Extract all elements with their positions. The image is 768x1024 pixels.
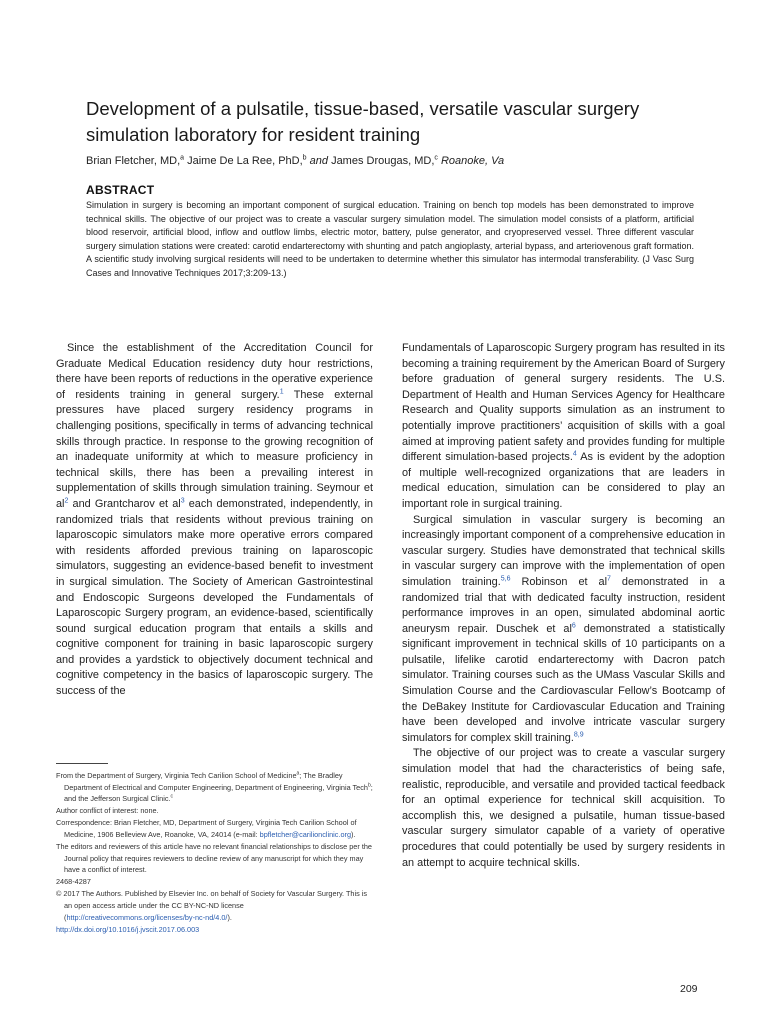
abstract-text: Simulation in surgery is becoming an important component of surgical education. Training on bench top models has been demonstrated to improve technical skills. The objective of our project was to create a vascular surgery simulation model. The simulation model consists of a platform, artificial blood reservoir, artificial blood, inflow and outflow limbs, electric motor, battery, pulse generator, and cryopreserved vessel. Three different vascular surgery simulation stations were created: carotid endarterectomy with shunting and patch angioplasty, arterial bypass, and arteriovenous graft formation. A scientific study involving surgical residents will need to be undertaken to determine whether this simulator has intermodal transferability. (J Vasc Surg Cases and Innovative Techniques 2017;3:209-13.) — [86, 200, 694, 278]
body-paragraph: Since the establishment of the Accreditation Council for Graduate Medical Education residency duty hour restrictions, there have been reports of reductions in the operative experience of residents training in general surgery.$^1$ These external pressures have placed surgery residency programs in challenging positions, specifically in terms of advancing technical skills through practice. In response to the growing recognition of an inadequate uniformity at which to measure proficiency in technical skills, there has been a prevailing interest in supplementation of skills through simulation training. Seymour et $al^2$ and Grantcharov et $al^3$ each demonstrated, independently, in randomized trials that residents without previous training on laparoscopic simulators make more operative errors compared with residents afforded previous training on laparoscopic simulators, suggesting an evidence-based benefit to investment in surgical simulation. The Society of American Gastrointestinal and Endoscopic Surgeons developed the Fundamentals of Laparoscopic Surgery program, an evidence-based, scientifically sound surgical education program that entails a skills and cognitive component for training in basic laparoscopic surgery and provides a yardstick to objectively document technical and cognitive competency in the basics of laparoscopic surgery. The success of the — [56, 342, 373, 698]
reference-link[interactable]: 8,9 — [573, 731, 584, 739]
author-location: Roanoke, Va — [440, 155, 505, 167]
footnotes — [56, 770, 376, 936]
footnote-editors: The editors and reviewers of this article have no relevant financial relationships to disclose per the Journal policy that requires reviewers to decline review of any manuscript for which they may have a conflict of interest. — [56, 842, 372, 875]
footnote-doi — [56, 924, 376, 936]
reference-link[interactable]: 5,6 — [500, 575, 511, 583]
abstract-heading: ABSTRACT — [86, 183, 155, 197]
author-name: Brian Fletcher, MD, — [86, 155, 181, 167]
license-link[interactable]: http://creativecommons.org/licenses/by-nc-nd/4.0/ — [66, 912, 228, 922]
body-paragraph: Surgical simulation in vascular surgery is becoming an increasingly important component of a comprehensive education in vascular surgery. Studies have demonstrated that technical skills in vascular surgery can improve with the implementation of open simulation training.$^{5,6}$ Robinson et $al^7$ demonstrated in a randomized trial that with dedicated faculty instruction, resident performance improves in an open, simulated abdominal aortic aneurysm repair. Duschek et $al^6$ demonstrated a statistically significant improvement in technical skills of 10 participants on a pulsatile, lifelike carotid endarterectomy with Dacron patch simulator. Training courses such as the UMass Vascular Skills and Simulation Course and the Cardiovascular Fellow’s Bootcamp of the DeBakey Institute for Cardiovascular Education and Training have been developed and involve intricate vascular surgery simulators for complex skill training.$^{8,9}$ — [402, 513, 725, 744]
footnote-issn: 2468-4287 — [56, 877, 91, 887]
reference-link[interactable]: 2 — [64, 497, 69, 505]
author-name: James Drougas, MD, — [331, 155, 435, 167]
reference-link[interactable]: 1 — [279, 388, 284, 396]
author-conjunction: and — [309, 155, 328, 167]
author-line — [86, 154, 706, 169]
footnote-affiliations: From the Department of Surgery, Virginia Tech Carilion School of Medicine$^a$; The Bradley Department of Electrical and Computer Engineering, Department of Engineering, Virginia Tech$^b$; and the Jefferson Surgical Clinic.$^c$ — [56, 770, 373, 804]
affiliation-marker: a — [180, 154, 185, 162]
affiliation-marker: b — [302, 154, 307, 162]
body-column-left — [56, 341, 373, 700]
body-column-right — [402, 341, 725, 871]
affiliation-marker: c — [434, 154, 438, 162]
reference-link[interactable]: 7 — [607, 575, 611, 583]
footnote-correspondence: Correspondence: Brian Fletcher, MD, Department of Surgery, Virginia Tech Carilion School of Medicine, 1906 Belleview Ave, Roanoke, VA, 24014 (e-mail: bpfletcher@carilionclinic.org). — [56, 818, 357, 839]
page-number: 209 — [680, 983, 698, 995]
author-name: Jaime De La Ree, PhD, — [187, 155, 303, 167]
article-title: Development of a pulsatile, tissue-based, versatile vascular surgery simulation laboratory for resident training — [86, 98, 640, 145]
body-paragraph: Fundamentals of Laparoscopic Surgery program has resulted in its becoming a training requirement by the American Board of Surgery before graduation of general surgery residents. The U.S. Department of Health and Human Services Agency for Healthcare Research and Quality supports simulation as an instrument to potentially improve practitioners’ acquisition of skills with a goal aimed at improving patient safety and provides funding for multiple different simulation-based projects.$^4$ As is evident by the adoption of multiple well-recognized organizations that are leaders in medical education, simulation can be considered to play an important role in surgical training. — [402, 342, 725, 510]
email-link[interactable]: bpfletcher@carilionclinic.org — [259, 829, 352, 839]
reference-link[interactable]: 6 — [571, 622, 576, 630]
body-paragraph: The objective of our project was to create a vascular surgery simulation model that had the characteristics of being safe, realistic, reproducible, and versatile and provided tactical feedback for an optimal experience for technical skill acquisition. To accomplish this, we designed a pulsatile, human tissue-based vascular surgery simulator capable of a variety of operative procedures that could potentially be used by surgery residents in an attempt to acquire technical skills. — [402, 747, 725, 869]
reference-link[interactable]: 3 — [180, 497, 185, 505]
reference-link[interactable]: 4 — [572, 450, 577, 458]
footnote-copyright: © 2017 The Authors. Published by Elsevier Inc. on behalf of Society for Vascular Surgery. This is an open access article under the CC BY-NC-ND license (http://creativecommons.org/licenses/by-nc-nd/4.0/). — [56, 889, 368, 922]
footnote-divider — [56, 763, 108, 764]
doi-link[interactable]: http://dx.doi.org/10.1016/j.jvscit.2017.06.003 — [56, 924, 200, 934]
footnote-conflict: Author conflict of interest: none. — [56, 806, 159, 816]
